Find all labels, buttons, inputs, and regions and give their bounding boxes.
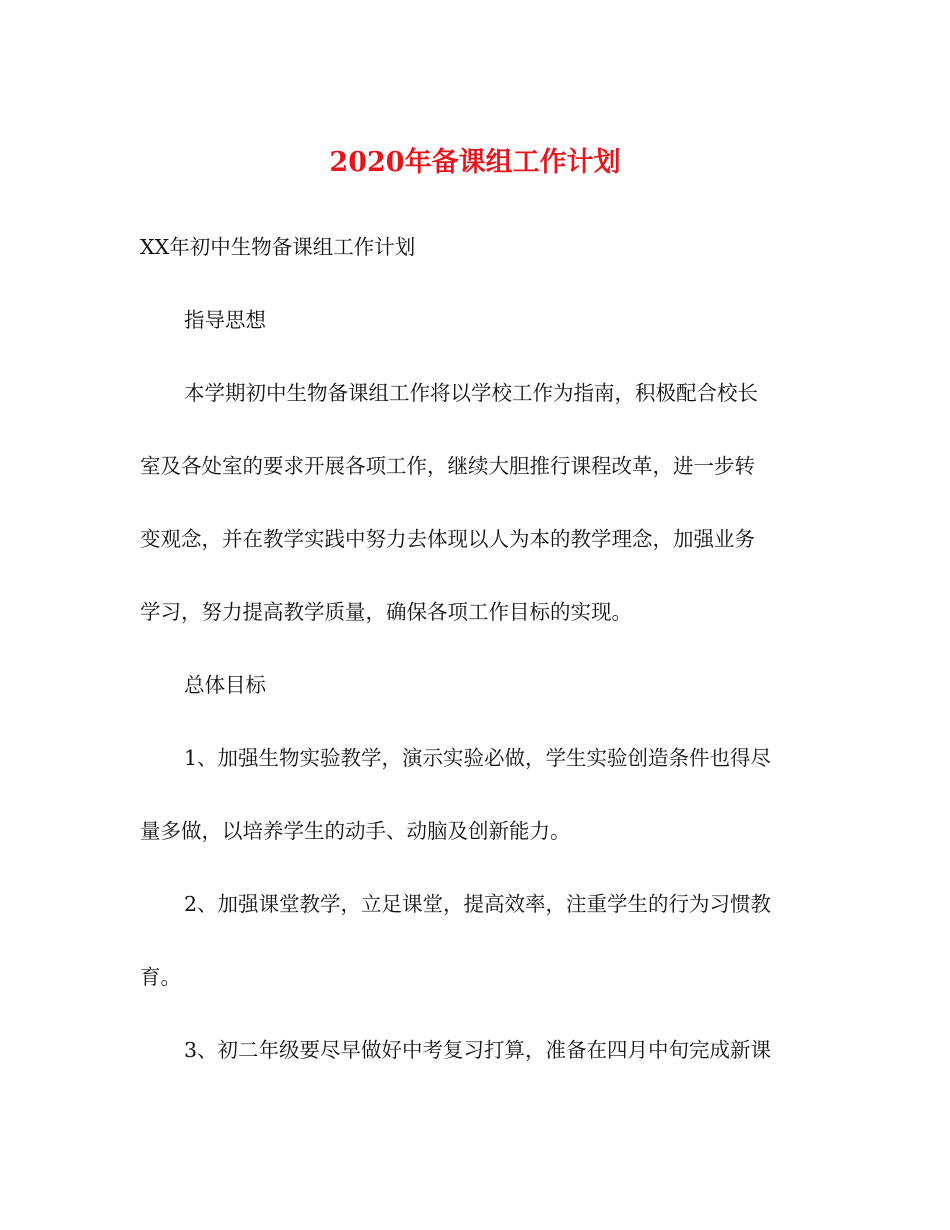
heading-overall-goals: 总体目标 (184, 673, 266, 697)
paragraph-line: 1、加强生物实验教学，演示实验必做，学生实验创造条件也得尽 (184, 746, 772, 770)
document-title: 2020年备课组工作计划 (329, 147, 621, 178)
paragraph-line: 育。 (140, 965, 181, 989)
paragraph-line: 3、初二年级要尽早做好中考复习打算，准备在四月中旬完成新课 (184, 1038, 772, 1062)
document-subtitle: XX年初中生物备课组工作计划 (140, 235, 416, 259)
paragraph-line: 本学期初中生物备课组工作将以学校工作为指南，积极配合校长 (184, 381, 758, 405)
paragraph-line: 量多做，以培养学生的动手、动脑及创新能力。 (140, 819, 571, 843)
paragraph-line: 学习，努力提高教学质量，确保各项工作目标的实现。 (140, 600, 632, 624)
paragraph-line: 室及各处室的要求开展各项工作，继续大胆推行课程改革，进一步转 (140, 454, 755, 478)
heading-guiding-thought: 指导思想 (184, 308, 266, 332)
paragraph-line: 变观念，并在教学实践中努力去体现以人为本的教学理念，加强业务 (140, 527, 755, 551)
paragraph-line: 2、加强课堂教学，立足课堂，提高效率，注重学生的行为习惯教 (184, 892, 772, 916)
